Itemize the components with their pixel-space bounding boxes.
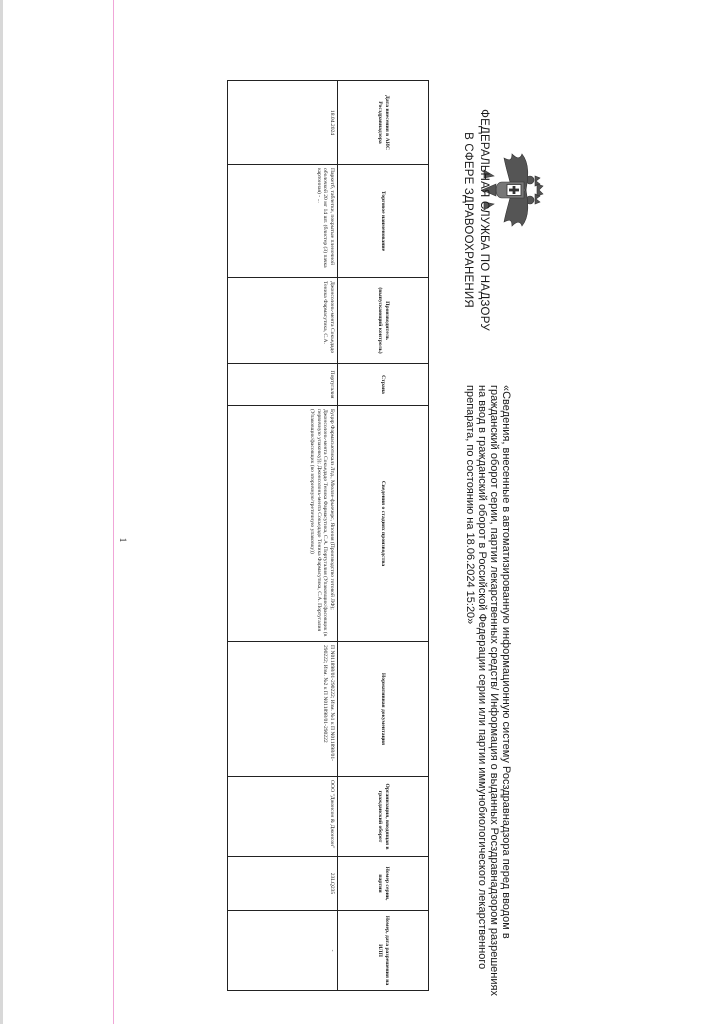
cell-production-stages: Буцир Фармасьютикалз Лтд., Мюлле-фьючерс, Япония (Производство готовой ЛФ); Джонсолонь-мента Сокьедадо Теника Фармасутика, С.А. Португалия (Упаковщик/фасовщик (в первичную упаковку)); Джонсолонь-мента Сокьедадо Теника Фармасутика, С.А. Португалия (Упаковщик/фасовщик (во вторичную/третичную упаковку)) <box>228 406 338 642</box>
agency-name <box>460 80 492 360</box>
cell-permit: - <box>228 911 338 991</box>
column-header-country: Страна <box>338 364 429 406</box>
column-header-distributor: Организация, вводящая в гражданский оборот <box>338 777 429 857</box>
column-header-trade-name: Торговое наименование <box>338 165 429 278</box>
column-header-regulatory-docs: Нормативная документация <box>338 642 429 777</box>
heading-line-3: на ввод в гражданский оборот в Российской Федерации серии или партии иммунобиологического лекарственного <box>476 385 488 970</box>
agency-line-2: В СФЕРЕ ЗДРАВООХРАНЕНИЯ <box>462 132 474 308</box>
table-header-row <box>338 81 429 991</box>
table-row <box>228 81 338 991</box>
agency-line-1: ФЕДЕРАЛЬНАЯ СЛУЖБА ПО НАДЗОРУ <box>478 109 490 331</box>
heading-line-4: препарата, по состоянию на 18.06.2024 15:20» <box>464 385 476 625</box>
column-header-manufacturer: Производитель (выпускающий контроль) <box>338 278 429 364</box>
column-header-batch-number: Номер серии, партии <box>338 857 429 911</box>
cell-batch-number: 23LQ235 <box>228 857 338 911</box>
document-heading <box>464 385 512 1025</box>
cell-country: Португалия <box>228 364 338 406</box>
heading-line-1: «Сведения, внесенные в автоматизированную информационную систему Росздравнадзора перед вводом в <box>500 385 512 939</box>
heading-line-2: гражданский оборот серии, партии лекарственных средств/ Информация о выданных Росздравнадзором разрешениях <box>488 385 500 996</box>
column-header-production-stages: Сведения о стадиях производства <box>338 406 429 642</box>
column-header-permit: Номер, дата разрешения на ИЛП <box>338 911 429 991</box>
registry-table <box>227 80 429 991</box>
cell-trade-name: Паркетб, таблетки, покрытые пленочной оболочкой 20 мг 14 шт. (блистер (3) пачка картонная) - ... <box>228 165 338 278</box>
page-number: 1 <box>118 537 128 543</box>
column-header-date: Дата внесения в АИС Росздравнадзора <box>338 81 429 165</box>
cell-regulatory-docs: П N011898/01-290222; Изм. №1 к П N011898/01-290222; Изм. №2 к П N011898/01-290222 <box>228 642 338 777</box>
cell-date: 18.04.2024 <box>228 81 338 165</box>
cell-distributor: ООО "Джонсон & Джонсон" <box>228 777 338 857</box>
cell-manufacturer: Джонсолонь-мента Сокьедадо Теника Фармасутика, С.А. <box>228 278 338 364</box>
